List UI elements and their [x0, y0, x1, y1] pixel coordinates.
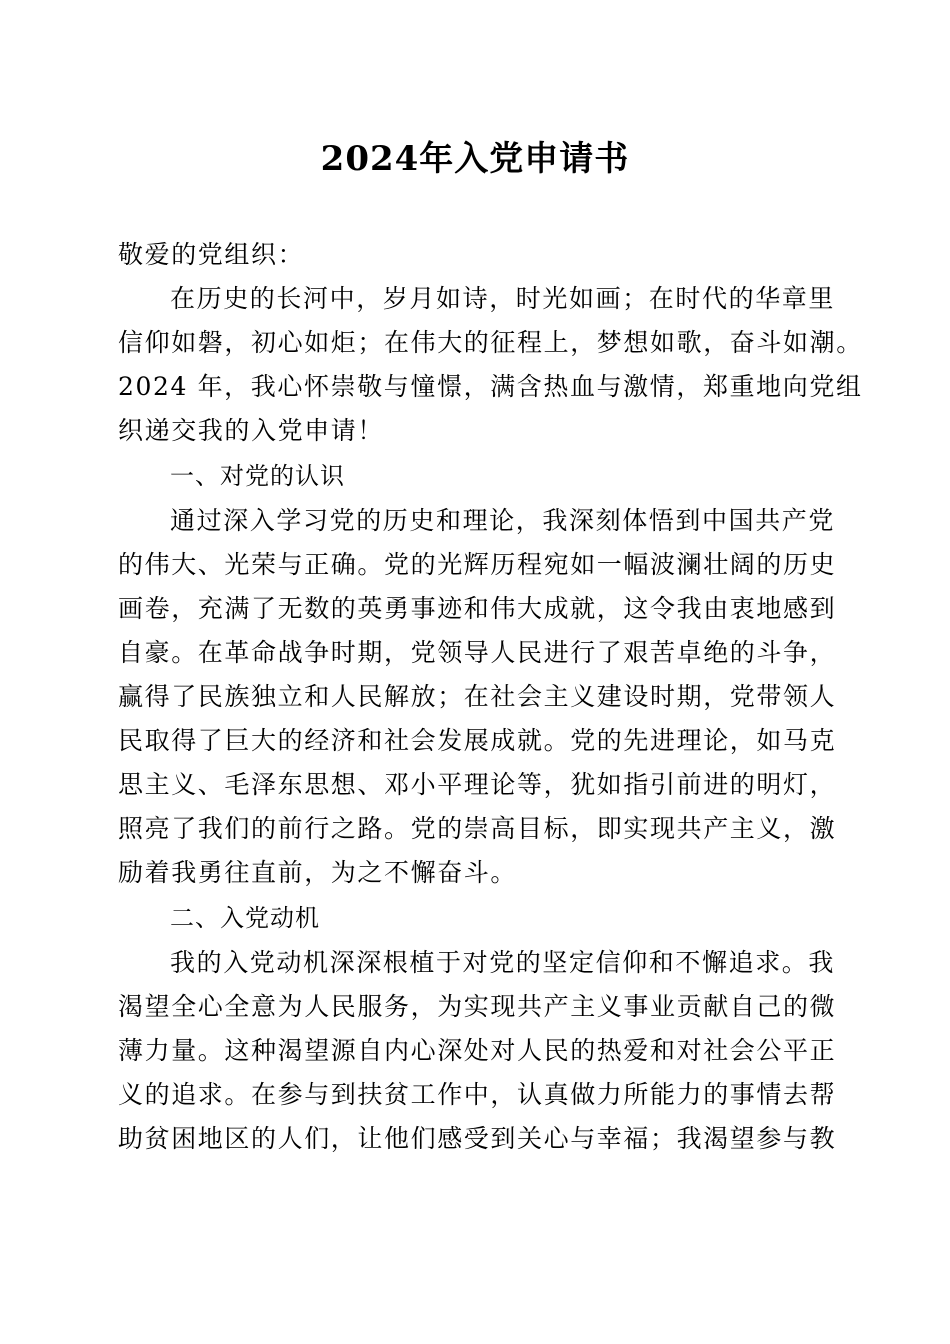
section1-line: 画卷，充满了无数的英勇事迹和伟大成就，这令我由衷地感到 [118, 594, 837, 623]
intro-line: 2024 年，我心怀崇敬与憧憬，满含热血与激情，郑重地向党组 [118, 372, 863, 401]
section1-line: 通过深入学习党的历史和理论，我深刻体悟到中国共产党 [170, 506, 836, 535]
section1-line: 思主义、毛泽东思想、邓小平理论等，犹如指引前进的明灯， [118, 770, 837, 799]
section1-line: 照亮了我们的前行之路。党的崇高目标，即实现共产主义，激 [118, 814, 837, 843]
section1-line: 赢得了民族独立和人民解放；在社会主义建设时期，党带领人 [118, 682, 837, 711]
section-heading-understanding: 一、对党的认识 [170, 462, 345, 490]
section2-line: 我的入党动机深深根植于对党的坚定信仰和不懈追求。我 [170, 948, 836, 977]
intro-line: 在历史的长河中，岁月如诗，时光如画；在时代的华章里 [170, 284, 836, 313]
intro-line: 信仰如磐，初心如炬；在伟大的征程上，梦想如歌，奋斗如潮。 [118, 328, 863, 357]
section1-line: 的伟大、光荣与正确。党的光辉历程宛如一幅波澜壮阔的历史 [118, 550, 837, 579]
salutation: 敬爱的党组织： [118, 240, 305, 269]
section2-line: 渴望全心全意为人民服务，为实现共产主义事业贡献自己的微 [118, 992, 837, 1021]
section2-line: 助贫困地区的人们，让他们感受到关心与幸福；我渴望参与教 [118, 1124, 837, 1153]
section-heading-motivation: 二、入党动机 [170, 904, 320, 932]
document-title: 2024年入党申请书 [320, 139, 630, 179]
section1-line: 励着我勇往直前，为之不懈奋斗。 [118, 858, 518, 887]
section1-line: 自豪。在革命战争时期，党领导人民进行了艰苦卓绝的斗争， [118, 638, 837, 667]
section2-line: 义的追求。在参与到扶贫工作中，认真做力所能力的事情去帮 [118, 1080, 837, 1109]
section1-line: 民取得了巨大的经济和社会发展成就。党的先进理论，如马克 [118, 726, 837, 755]
section2-line: 薄力量。这种渴望源自内心深处对人民的热爱和对社会公平正 [118, 1036, 837, 1065]
intro-line: 织递交我的入党申请！ [118, 416, 385, 445]
